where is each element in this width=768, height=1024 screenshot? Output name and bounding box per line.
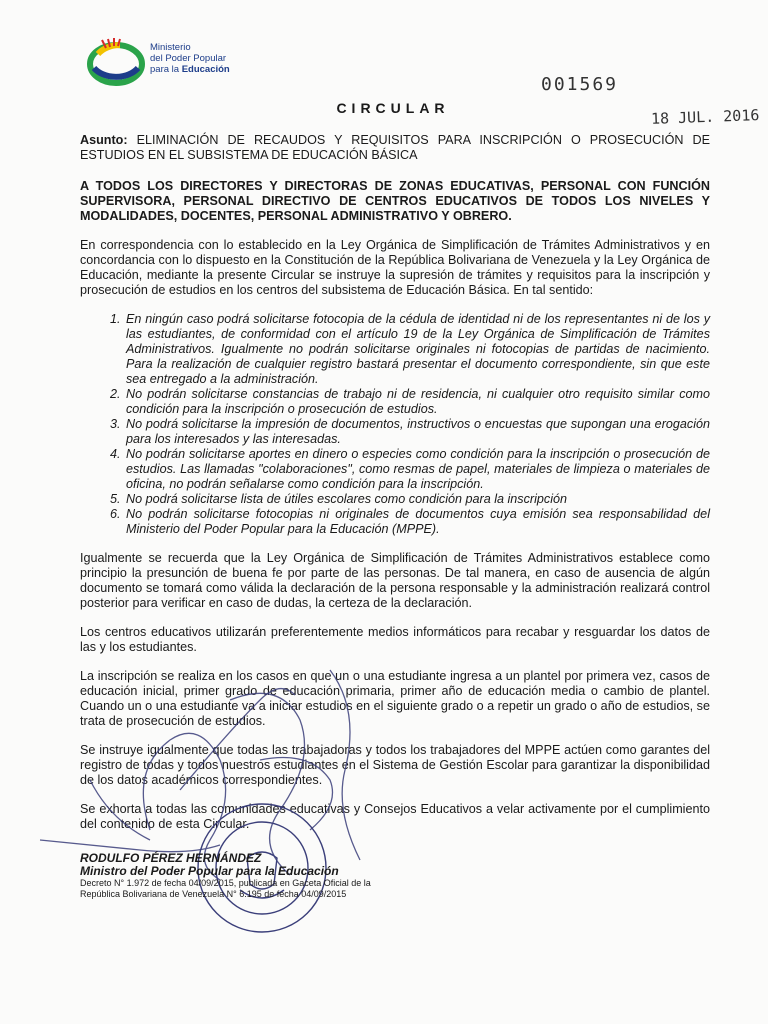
list-item: 1. En ningún caso podrá solicitarse fotocopia de la cédula de identidad ni de los representantes ni de los y las estudiantes, de conformidad con el artículo 19 de la Ley Orgánica de Simplificación de Trámites Administrativos. Igualmente no podrán solicitarse originales ni fotocopias de partidas de nacimiento. Para la realización de cualquier registro bastará presentar el documento correspondiente, sin que este sea entregado a la administración.: [124, 312, 710, 387]
paragraph-workers: Se instruye igualmente que todas las trabajadoras y todos los trabajadores del MPPE actúen como garantes del registro de todas y todos nuestros estudiantes en el Sistema de Gestión Escolar para garantizar la disponibilidad de los datos académicos correspondientes.: [80, 743, 710, 787]
subject-label: Asunto:: [80, 133, 128, 147]
logo-line-2: del Poder Popular: [150, 53, 227, 64]
decree-line-2: República Bolivariana de Venezuela N° 6.195 de fecha 04/09/2015: [80, 889, 347, 899]
list-item: 3. No podrá solicitarse la impresión de documentos, instructivos o encuestas que supongan una erogación para los interesados y las interesadas.: [124, 417, 710, 447]
logo-line-3-bold: Educación: [181, 64, 230, 75]
logo-line-3-prefix: para la: [150, 64, 182, 75]
signatory-name: RODULFO PÉREZ HERNÁNDEZ: [80, 851, 262, 865]
date-stamp: 18 JUL. 2016: [650, 106, 760, 128]
paragraph-digital-media: Los centros educativos utilizarán preferentemente medios informáticos para recabar y resguardar los datos de las y los estudiantes.: [80, 625, 710, 654]
signatory-role: Ministro del Poder Popular para la Educación: [80, 864, 339, 878]
paragraph-exhortation: Se exhorta a todas las comunidades educativas y Consejos Educativos a velar activamente por el cumplimiento del contenido de esta Circular.: [80, 802, 710, 831]
document-title: CIRCULAR: [336, 100, 450, 116]
signature-block: [80, 852, 371, 900]
paragraph-good-faith: Igualmente se recuerda que la Ley Orgánica de Simplificación de Trámites Administrativos establece como principio la presunción de buena fe por parte de las personas. De tal manera, en caso de ausencia de algún documento se tomará como válida la declaración de la persona responsable y la administración realizará control posterior para verificar en caso de dudas, la certeza de la declaración.: [80, 551, 710, 610]
instruction-list: [80, 312, 710, 537]
paragraph-inscription: La inscripción se realiza en los casos en que un o una estudiante ingresa a un plantel por primera vez, casos de educación inicial, primer grado de educación primaria, primer año de educación media o cambio de plantel. Cuando un o una estudiante va a iniciar estudios en el siguiente grado o a repetir un grado o año de estudios, se trata de prosecución de estudios.: [80, 669, 710, 728]
logo-line-1: Ministerio: [150, 42, 191, 53]
addressee: A TODOS LOS DIRECTORES Y DIRECTORAS DE ZONAS EDUCATIVAS, PERSONAL CON FUNCIÓN SUPERVISORA, PERSONAL DIRECTIVO DE CENTROS EDUCATIVOS DE TODOS LOS NIVELES Y MODALIDADES, DOCENTES, PERSONAL ADMINISTRATIVO Y OBRERO.: [80, 179, 710, 223]
list-item: 2. No podrán solicitarse constancias de trabajo ni de residencia, ni cualquier otro requisito similar como condición para la inscripción o prosecución de estudios.: [124, 387, 710, 417]
document-body: [80, 133, 710, 846]
list-item: 4. No podrán solicitarse aportes en dinero o especies como condición para la inscripción o prosecución de estudios. Las llamadas "colaboraciones", como resmas de papel, materiales de limpieza o materiales de oficina, no podrán señalarse como condición para la inscripción.: [124, 447, 710, 492]
subject-text: ELIMINACIÓN DE RECAUDOS Y REQUISITOS PARA INSCRIPCIÓN O PROSECUCIÓN DE ESTUDIOS EN EL SUBSISTEMA DE EDUCACIÓN BÁSICA: [80, 133, 710, 162]
intro-paragraph: En correspondencia con lo establecido en la Ley Orgánica de Simplificación de Trámites Administrativos y en concordancia con lo dispuesto en la Constitución de la República Bolivariana de Venezuela y la Ley Orgánica de Educación, mediante la presente Circular se instruye la supresión de trámites y requisitos para la inscripción y prosecución de estudios en los centros del subsistema de Educación Básica. En tal sentido:: [80, 238, 710, 297]
logo-line-3: [150, 64, 230, 75]
ministry-logo-text: [150, 42, 230, 75]
document-number: 001569: [541, 74, 619, 95]
list-item: 6. No podrán solicitarse fotocopias ni originales de documentos cuya emisión sea responsabilidad del Ministerio del Poder Popular para la Educación (MPPE).: [124, 507, 710, 537]
list-item: 5. No podrá solicitarse lista de útiles escolares como condición para la inscripción: [124, 492, 710, 507]
subject-line: [80, 133, 710, 163]
decree-line-1: Decreto N° 1.972 de fecha 04/09/2015, publicada en Gaceta Oficial de la: [80, 878, 371, 888]
